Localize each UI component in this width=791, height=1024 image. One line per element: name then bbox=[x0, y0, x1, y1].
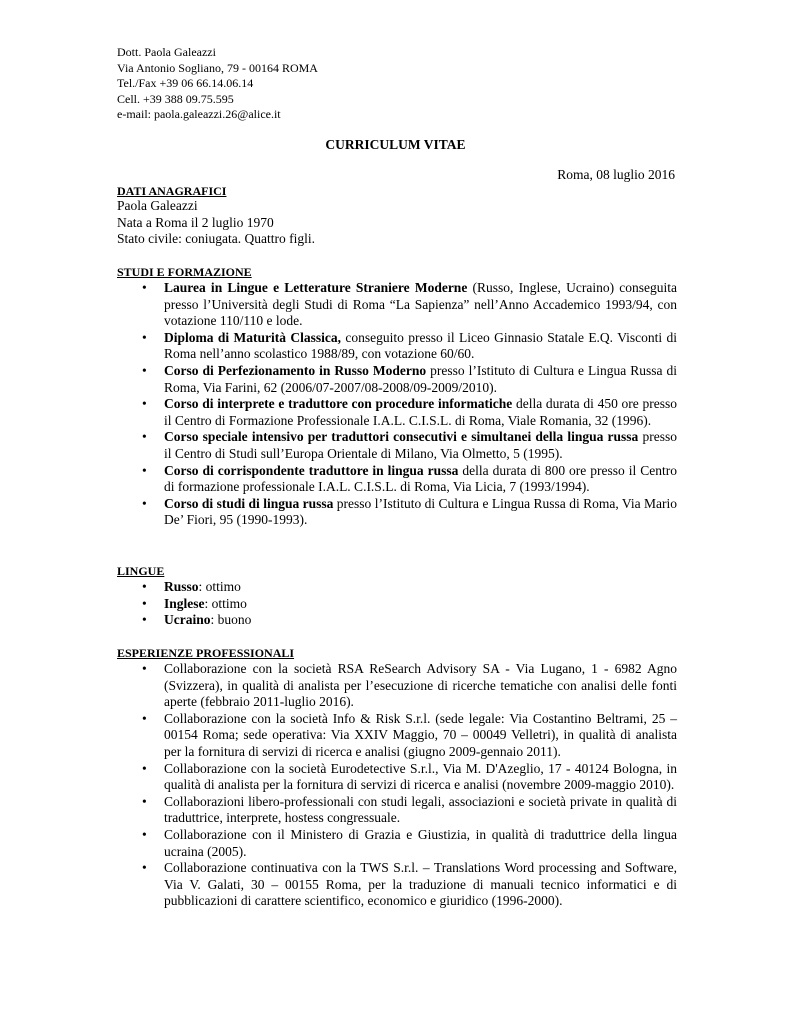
item-bold: Corso di interprete e traduttore con procedure informatiche bbox=[164, 396, 513, 412]
item-text: Collaborazione con la società Info & Risk S.r.l. (sede legale: Via Costantino Beltrami, 25 – 00154 Roma; sede operativa: Via XXIV Maggio, 70 – 00049 Velletri), in qualità di analista per la fornitura di servizi di ricerca e analisi (giugno 2009-gennaio 2011). bbox=[164, 710, 677, 759]
list-item: • Corso di studi di lingua russa presso l’Istituto di Cultura e Lingua Russa di Roma, Via Mario De’ Fiori, 95 (1990-1993). bbox=[142, 495, 677, 528]
list-item: • Collaborazioni libero-professionali con studi legali, associazioni e società private in qualità di traduttrice, interprete, hostess congressuale. bbox=[142, 793, 677, 826]
anagrafici-birth: Nata a Roma il 2 luglio 1970 bbox=[117, 214, 274, 230]
list-item: • Corso di corrispondente traduttore in lingua russa della durata di 800 ore presso il Centro di formazione professionale I.A.L. C.I.S.L. di Roma, Via Licia, 7 (1993/1994). bbox=[142, 462, 677, 495]
item-text: presso il Centro di Studi sull’Europa Orientale di Milano, Via Olmetto, 5 (1995). bbox=[164, 429, 677, 461]
document-date: Roma, 08 luglio 2016 bbox=[557, 167, 675, 182]
item-text: Collaborazione con il Ministero di Grazia e Giustizia, in qualità di traduttrice della lingua ucraina (2005). bbox=[164, 826, 677, 859]
list-item: • Collaborazione con il Ministero di Grazia e Giustizia, in qualità di traduttrice della lingua ucraina (2005). bbox=[142, 826, 677, 859]
list-item: • Ucraino: buono bbox=[142, 612, 252, 628]
list-item: • Collaborazione con la società Eurodetective S.r.l., Via M. D'Azeglio, 17 - 40124 Bologna, in qualità di analista per la fornitura di servizi di ricerca e analisi (novembre 2009-maggio 2010). bbox=[142, 760, 677, 793]
item-text: Collaborazioni libero-professionali con studi legali, associazioni e società private in qualità di traduttrice, interprete, hostess congressuale. bbox=[164, 793, 677, 826]
sender-header bbox=[117, 45, 318, 123]
item-text: presso l’Istituto di Cultura e Lingua Russa di Roma, Via Mario De’ Fiori, 95 (1990-1993). bbox=[164, 495, 677, 528]
anagrafici-block bbox=[117, 198, 315, 248]
lingue-list bbox=[117, 579, 677, 629]
esperienze-list bbox=[117, 661, 677, 910]
list-item: • Collaborazione con la società Info & Risk S.r.l. (sede legale: Via Costantino Beltrami, 25 – 00154 Roma; sede operativa: Via XXIV Maggio, 70 – 00049 Velletri), in qualità di analista per la fornitura di servizi di ricerca e analisi (giugno 2009-gennaio 2011). bbox=[142, 710, 677, 759]
item-bold: Laurea in Lingue e Letterature Straniere Moderne bbox=[164, 280, 468, 295]
item-text: conseguito presso il Liceo Ginnasio Statale E.Q. Visconti di Roma nell’anno scolastico 1988/89, con votazione 60/60. bbox=[164, 329, 678, 362]
item-text: (Russo, Inglese, Ucraino) conseguita presso l’Università degli Studi di Roma “La Sapienza” nell’Anno Accademico 1993/94, con votazione 110/110 e lode. bbox=[164, 280, 677, 329]
sender-email: e-mail: paola.galeazzi.26@alice.it bbox=[117, 107, 281, 121]
item-text: Collaborazione continuativa con la TWS S.r.l. – Translations Word processing and Software, Via V. Galati, 30 – 00155 Roma, per la traduzione di manuali tecnico informatici e di pubblicazioni di carattere scientifico, economico e giuridico (1996-2000). bbox=[164, 860, 677, 909]
section-heading-anagrafici: DATI ANAGRAFICI bbox=[117, 184, 227, 198]
item-bold: Corso speciale intensivo per traduttori consecutivi e simultanei della lingua russa bbox=[164, 429, 639, 445]
item-text: Collaborazione con la società RSA ReSearch Advisory SA - Via Lugano, 1 - 6982 Agno (Svizzera), in qualità di analista per l’esecuzione di ricerche tematiche con analisi delle fonti aperte (febbraio 2011-luglio 2016). bbox=[164, 661, 677, 710]
list-item: • Collaborazione con la società RSA ReSearch Advisory SA - Via Lugano, 1 - 6982 Agno (Svizzera), in qualità di analista per l’esecuzione di ricerche tematiche con analisi delle fonti aperte (febbraio 2011-luglio 2016). bbox=[142, 661, 677, 710]
document-title: CURRICULUM VITAE bbox=[325, 137, 466, 152]
sender-telfax: Tel./Fax +39 06 66.14.06.14 bbox=[117, 76, 254, 90]
language-level: : ottimo bbox=[204, 595, 247, 611]
sender-address: Via Antonio Sogliano, 79 - 00164 ROMA bbox=[117, 60, 318, 75]
item-text: della durata di 450 ore presso il Centro di Formazione Professionale I.A.L. C.I.S.L. di Roma, Viale Romania, 32 (1996). bbox=[164, 396, 678, 428]
item-text: presso l’Istituto di Cultura e Lingua Russa di Roma, Via Farini, 62 (2006/07-2007/08-2008/09-2009/2010). bbox=[164, 362, 677, 395]
language-name: Ucraino bbox=[164, 612, 211, 628]
list-item: • Laurea in Lingue e Letterature Straniere Moderne (Russo, Inglese, Ucraino) conseguita presso l’Università degli Studi di Roma “La Sapienza” nell’Anno Accademico 1993/94, con votazione 110/110 e lode. bbox=[142, 280, 677, 329]
item-text: Collaborazione con la società Eurodetective S.r.l., Via M. D'Azeglio, 17 - 40124 Bologna, in qualità di analista per la fornitura di servizi di ricerca e analisi (novembre 2009-maggio 2010). bbox=[164, 760, 677, 793]
list-item: • Corso di interprete e traduttore con procedure informatiche della durata di 450 ore presso il Centro di Formazione Professionale I.A.L. C.I.S.L. di Roma, Viale Romania, 32 (1996). bbox=[142, 396, 678, 428]
section-heading-studi: STUDI E FORMAZIONE bbox=[117, 265, 252, 279]
language-level: : ottimo bbox=[198, 579, 241, 594]
sender-name: Dott. Paola Galeazzi bbox=[117, 45, 216, 59]
item-bold: Diploma di Maturità Classica, bbox=[164, 329, 341, 345]
item-bold: Corso di studi di lingua russa bbox=[164, 495, 334, 511]
item-bold: Corso di corrispondente traduttore in lingua russa bbox=[164, 462, 459, 478]
language-level: : buono bbox=[210, 612, 252, 628]
list-item: • Inglese: ottimo bbox=[142, 595, 247, 611]
list-item: • Russo: ottimo bbox=[142, 579, 241, 594]
list-item: • Diploma di Maturità Classica, conseguito presso il Liceo Ginnasio Statale E.Q. Visconti di Roma nell’anno scolastico 1988/89, con votazione 60/60. bbox=[142, 329, 678, 362]
list-item: • Corso speciale intensivo per traduttori consecutivi e simultanei della lingua russa presso il Centro di Studi sull’Europa Orientale di Milano, Via Olmetto, 5 (1995). bbox=[142, 429, 677, 461]
list-item: • Corso di Perfezionamento in Russo Moderno presso l’Istituto di Cultura e Lingua Russa di Roma, Via Farini, 62 (2006/07-2007/08-2008/09-2009/2010). bbox=[142, 362, 677, 395]
item-text: della durata di 800 ore presso il Centro di formazione professionale I.A.L. C.I.S.L. di Roma, Via Licia, 7 (1993/1994). bbox=[164, 462, 677, 495]
studi-list bbox=[117, 280, 677, 529]
language-name: Russo bbox=[164, 579, 199, 594]
section-heading-esperienze: ESPERIENZE PROFESSIONALI bbox=[117, 646, 295, 660]
anagrafici-civil-status: Stato civile: coniugata. Quattro figli. bbox=[117, 231, 315, 247]
language-name: Inglese bbox=[164, 595, 205, 611]
anagrafici-name: Paola Galeazzi bbox=[117, 198, 198, 213]
sender-cell: Cell. +39 388 09.75.595 bbox=[117, 91, 234, 106]
section-heading-lingue: LINGUE bbox=[117, 564, 165, 578]
list-item: • Collaborazione continuativa con la TWS S.r.l. – Translations Word processing and Software, Via V. Galati, 30 – 00155 Roma, per la traduzione di manuali tecnico informatici e di pubblicazioni di carattere scientifico, economico e giuridico (1996-2000). bbox=[142, 860, 677, 909]
item-bold: Corso di Perfezionamento in Russo Moderno bbox=[164, 362, 427, 378]
